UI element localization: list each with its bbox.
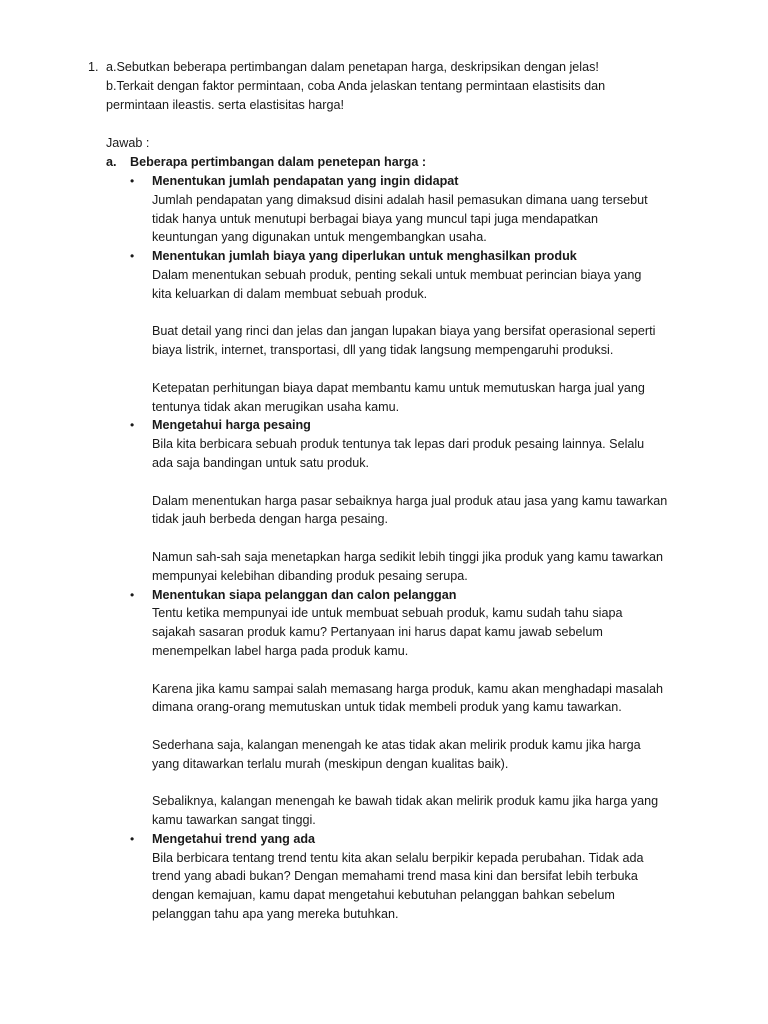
item-text: Jumlah pendapatan yang dimaksud disini adalah hasil pemasukan dimana uang tersebut — [152, 192, 648, 207]
item-text: Tentu ketika mempunyai ide untuk membuat sebuah produk, kamu sudah tahu siapa — [152, 606, 623, 621]
item-text: sajakah sasaran produk kamu? Pertanyaan ini harus dapat kamu jawab sebelum — [152, 625, 603, 640]
item-text: Sebaliknya, kalangan menengah ke bawah tidak akan melirik produk kamu jika harga yang — [152, 794, 659, 809]
section-letter: a. — [106, 155, 117, 169]
item-title: Menentukan jumlah pendapatan yang ingin didapat — [152, 174, 459, 188]
consideration-list — [130, 172, 682, 924]
item-text: tidak jauh berbeda dengan harga pesaing. — [152, 512, 388, 527]
bullet-icon: • — [130, 831, 135, 846]
item-text: Dalam menentukan harga pasar sebaiknya harga jual produk atau jasa yang kamu tawarkan — [152, 493, 668, 508]
item-text: pelanggan tahu apa yang mereka butuhkan. — [152, 907, 399, 922]
item-text: dimana orang-orang memutuskan untuk tidak membeli produk yang kamu tawarkan. — [152, 700, 622, 715]
bullet-icon: • — [130, 418, 135, 433]
list-item — [130, 830, 682, 924]
item-text: ada saja bandingan untuk satu produk. — [152, 455, 370, 470]
item-title: Mengetahui trend yang ada — [152, 831, 316, 846]
item-text: biaya listrik, internet, transportasi, dll yang tidak langsung mempengaruhi produksi. — [152, 343, 614, 358]
item-text: trend yang abadi bukan? Dengan memahami trend masa kini dan bersifat lebih terbuka — [152, 869, 638, 884]
item-text: tentunya tidak akan merugikan usaha kamu. — [152, 399, 400, 414]
section-title: Beberapa pertimbangan dalam penetepan harga : — [130, 155, 427, 169]
answer-label: Jawab : — [106, 136, 150, 150]
list-item — [130, 172, 682, 247]
item-text: kita keluarkan di dalam membuat sebuah produk. — [152, 286, 428, 301]
item-title: Menentukan siapa pelanggan dan calon pelanggan — [152, 587, 457, 602]
question-block — [88, 58, 648, 114]
bullet-icon: • — [130, 249, 135, 264]
item-text: Karena jika kamu sampai salah memasang harga produk, kamu akan menghadapi masalah — [152, 681, 664, 696]
bullet-icon: • — [130, 587, 135, 602]
question-line-b2: permintaan ileastis. serta elastisitas harga! — [106, 97, 344, 112]
bullet-icon: • — [130, 174, 135, 188]
item-title: Menentukan jumlah biaya yang diperlukan untuk menghasilkan produk — [152, 249, 577, 264]
item-text: yang ditawarkan terlalu murah (meskipun dengan kualitas baik). — [152, 756, 509, 771]
list-item — [130, 247, 682, 416]
item-text: tidak hanya untuk menutupi berbagai biaya yang muncul tapi juga mendapatkan — [152, 211, 598, 226]
list-item — [130, 416, 682, 585]
item-text: kamu tawarkan sangat tinggi. — [152, 813, 316, 828]
item-title: Mengetahui harga pesaing — [152, 418, 311, 433]
item-text: menempelkan label harga pada produk kamu. — [152, 643, 409, 658]
item-text: Bila berbicara tentang trend tentu kita akan selalu berpikir kepada perubahan. Tidak ada — [152, 850, 644, 865]
question-text — [106, 58, 648, 114]
question-number: 1. — [88, 60, 99, 74]
section-heading — [106, 153, 426, 172]
item-text: Sederhana saja, kalangan menengah ke atas tidak akan melirik produk kamu jika harga — [152, 737, 641, 752]
question-line-b1: b.Terkait dengan faktor permintaan, coba Anda jelaskan tentang permintaan elastisits dan — [106, 78, 606, 93]
item-text: Buat detail yang rinci dan jelas dan jangan lupakan biaya yang bersifat operasional seperti — [152, 324, 656, 339]
question-line-a: a.Sebutkan beberapa pertimbangan dalam penetapan harga, deskripsikan dengan jelas! — [106, 60, 599, 74]
item-text: Ketepatan perhitungan biaya dapat membantu kamu untuk memutuskan harga jual yang — [152, 380, 645, 395]
list-item — [130, 586, 682, 830]
item-text: Namun sah-sah saja menetapkan harga sedikit lebih tinggi jika produk yang kamu tawarkan — [152, 549, 664, 564]
item-text: keuntungan yang digunakan untuk mengembangkan usaha. — [152, 230, 487, 245]
item-text: Dalam menentukan sebuah produk, penting sekali untuk membuat perincian biaya yang — [152, 267, 642, 282]
item-text: dengan kemajuan, kamu dapat mengetahui kebutuhan pelanggan bahkan sebelum — [152, 888, 615, 903]
item-text: mempunyai kelebihan dibanding produk pesaing serupa. — [152, 568, 468, 583]
item-text: Bila kita berbicara sebuah produk tentunya tak lepas dari produk pesaing lainnya. Selalu — [152, 437, 645, 452]
